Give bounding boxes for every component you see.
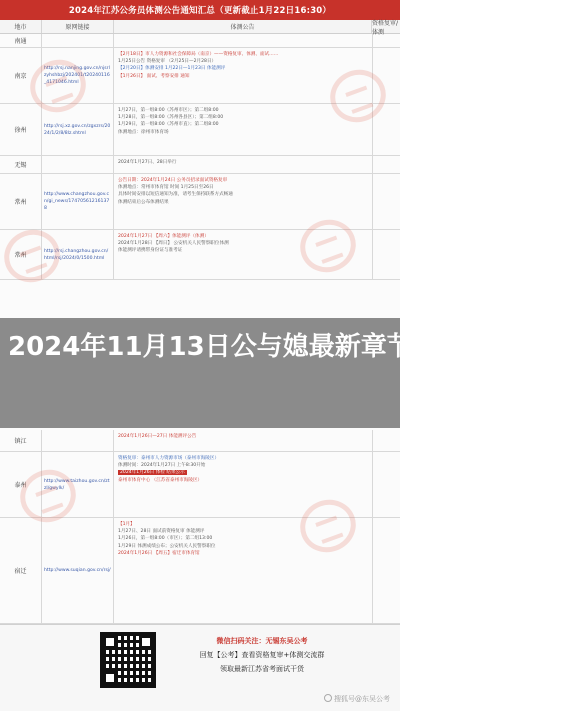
table-row xyxy=(0,156,400,174)
column-header-link: 原网链接 xyxy=(42,20,114,33)
notice-line: 体测地点：常州市体育馆 时间 1月25日至26日 xyxy=(118,185,214,191)
row-content xyxy=(114,34,400,47)
notice-line: 体测结束后公布体测结果 xyxy=(118,199,169,205)
notice-line: 泰州市体育中心 （江苏省泰州市海陵区） xyxy=(118,477,203,483)
row-tail xyxy=(372,452,400,517)
footer-line-1: 微信扫码关注：无锡东吴公考 xyxy=(216,637,308,645)
notice-line: 1月25日公告 资格复审 （2月25日—2月28日） xyxy=(118,59,217,65)
notice-line: 资格复审：泰州市人力资源市场（泰州市海陵区） xyxy=(118,456,220,461)
notice-highlight: 2024年1月26日 体检 结果公示 xyxy=(120,470,185,476)
notice-line: 体测时间：2024年1月27日 上午8:30开始 xyxy=(118,463,206,469)
headline: 2024年11月13日公与媳最新章节，公与媳，深 xyxy=(8,332,569,362)
row-tail xyxy=(372,174,400,229)
row-link[interactable]: http://rsj.xz.gov.cn/zgxzrs/2024/1/2/8/8lz.shtml xyxy=(42,104,114,155)
row-content xyxy=(114,452,400,517)
row-content xyxy=(114,230,400,279)
notice-line: 2024年1月26日 【周五】宿迁市体育馆 xyxy=(118,550,200,556)
column-header-notice: 体测公告 xyxy=(114,20,372,33)
row-link[interactable] xyxy=(42,156,114,173)
qr-corner xyxy=(103,671,117,685)
row-content xyxy=(114,174,400,229)
notice-line: 具体时间安排以短信通知为准，请考生保持联系方式畅通 xyxy=(118,192,233,198)
row-link[interactable] xyxy=(42,34,114,47)
row-link[interactable]: http://www.suqian.gov.cn/rsj/ xyxy=(42,518,114,623)
notice-line: 【2月20日】体测安排 1月22日—1月23日 体能测评 xyxy=(118,66,226,72)
notice-line: 体能测评请携带身份证与准考证 xyxy=(118,248,183,254)
row-link[interactable]: http://www.changzhou.gov.cn/gi_news/174705612161378 xyxy=(42,174,114,229)
row-city: 徐州 xyxy=(0,104,42,155)
qr-corner xyxy=(103,635,117,649)
row-tail xyxy=(372,230,400,279)
row-city: 泰州 xyxy=(0,452,42,517)
notice-line: 1月29日 体测成绩公布；公安机关人民警察职位 xyxy=(118,543,216,549)
row-tail xyxy=(372,34,400,47)
notice-line: 1月26日，第一组8:00（市区）；第二组13:00 xyxy=(118,536,213,542)
footer-line-3: 领取最新江苏省考面试干货 xyxy=(220,665,304,673)
qr-corner xyxy=(139,635,153,649)
row-content xyxy=(114,430,400,451)
notice-line: 1月28日，第一组8:00（苏州各县区）；第二组8:00 xyxy=(118,115,224,121)
row-city: 宿迁 xyxy=(0,518,42,623)
notice-line: 1月27日、28日 面试前资格复审 体能测评 xyxy=(118,529,205,535)
column-header-city: 地市 xyxy=(0,20,42,33)
row-tail xyxy=(372,430,400,451)
table-row xyxy=(0,34,400,48)
row-content xyxy=(114,156,400,173)
row-city: 南京 xyxy=(0,48,42,103)
notice-line: 2024年1月28日 【周日】 公安机关人民警察职位体测 xyxy=(118,241,229,247)
notice-line: 【1月】 xyxy=(118,522,135,527)
document-title: 2024年江苏公务员体测公告通知汇总（更新截止1月22日16:30） xyxy=(0,0,400,20)
row-tail xyxy=(372,156,400,173)
column-header-review: 资格复审/体测 xyxy=(372,19,399,36)
row-link[interactable]: http://rsj.changzhou.gov.cn/html/rsj/2024/0/1500.html xyxy=(42,230,114,279)
row-link[interactable] xyxy=(42,430,114,451)
row-city: 镇江 xyxy=(0,430,42,451)
row-city: 常州 xyxy=(0,230,42,279)
notice-line: 1月27日，第一组8:00（苏州市区）；第二组8:00 xyxy=(118,108,219,113)
table-header xyxy=(0,20,400,34)
notice-line: 2024年1月26日—27日 体能测评公告 xyxy=(118,434,197,439)
notice-line: 公告日期：2024年1月24日 公务员招录面试资格复审 xyxy=(118,178,228,183)
brand-label: 搜狐号@东吴公考 xyxy=(334,695,390,703)
brand-icon xyxy=(324,694,332,702)
notice-line: 【1月26日】 面试、考察安排 通知 xyxy=(118,73,190,79)
notice-line: 【2月18日】市人力资源和社会保障局（南京）——资格复审、体测、面试…… xyxy=(118,52,279,57)
row-city: 常州 xyxy=(0,174,42,229)
brand-mark xyxy=(324,694,390,704)
notice-line: 2024年1月27日、28日举行 xyxy=(118,160,177,165)
row-link[interactable]: http://rsj.nanjing.gov.cn/njsrlzyhshbzj/202401/t20240116_4171046.html xyxy=(42,48,114,103)
row-city: 无锡 xyxy=(0,156,42,173)
notice-line: 1月29日，第一组8:00（苏州市直）；第二组8:00 xyxy=(118,122,219,128)
table-row xyxy=(0,430,400,452)
row-city: 南通 xyxy=(0,34,42,47)
row-link[interactable]: http://www.taizhou.gov.cn/ztzl/gwylk/ xyxy=(42,452,114,517)
footer-line-2: 回复【公考】查看资格复审+体测交流群 xyxy=(199,651,325,659)
notice-line: 2024年1月27日 【周六】体能测评（体测） xyxy=(118,234,209,239)
notice-line: 体测地点：徐州市体育场 xyxy=(118,129,169,135)
row-content xyxy=(114,518,400,623)
row-tail xyxy=(372,518,400,623)
